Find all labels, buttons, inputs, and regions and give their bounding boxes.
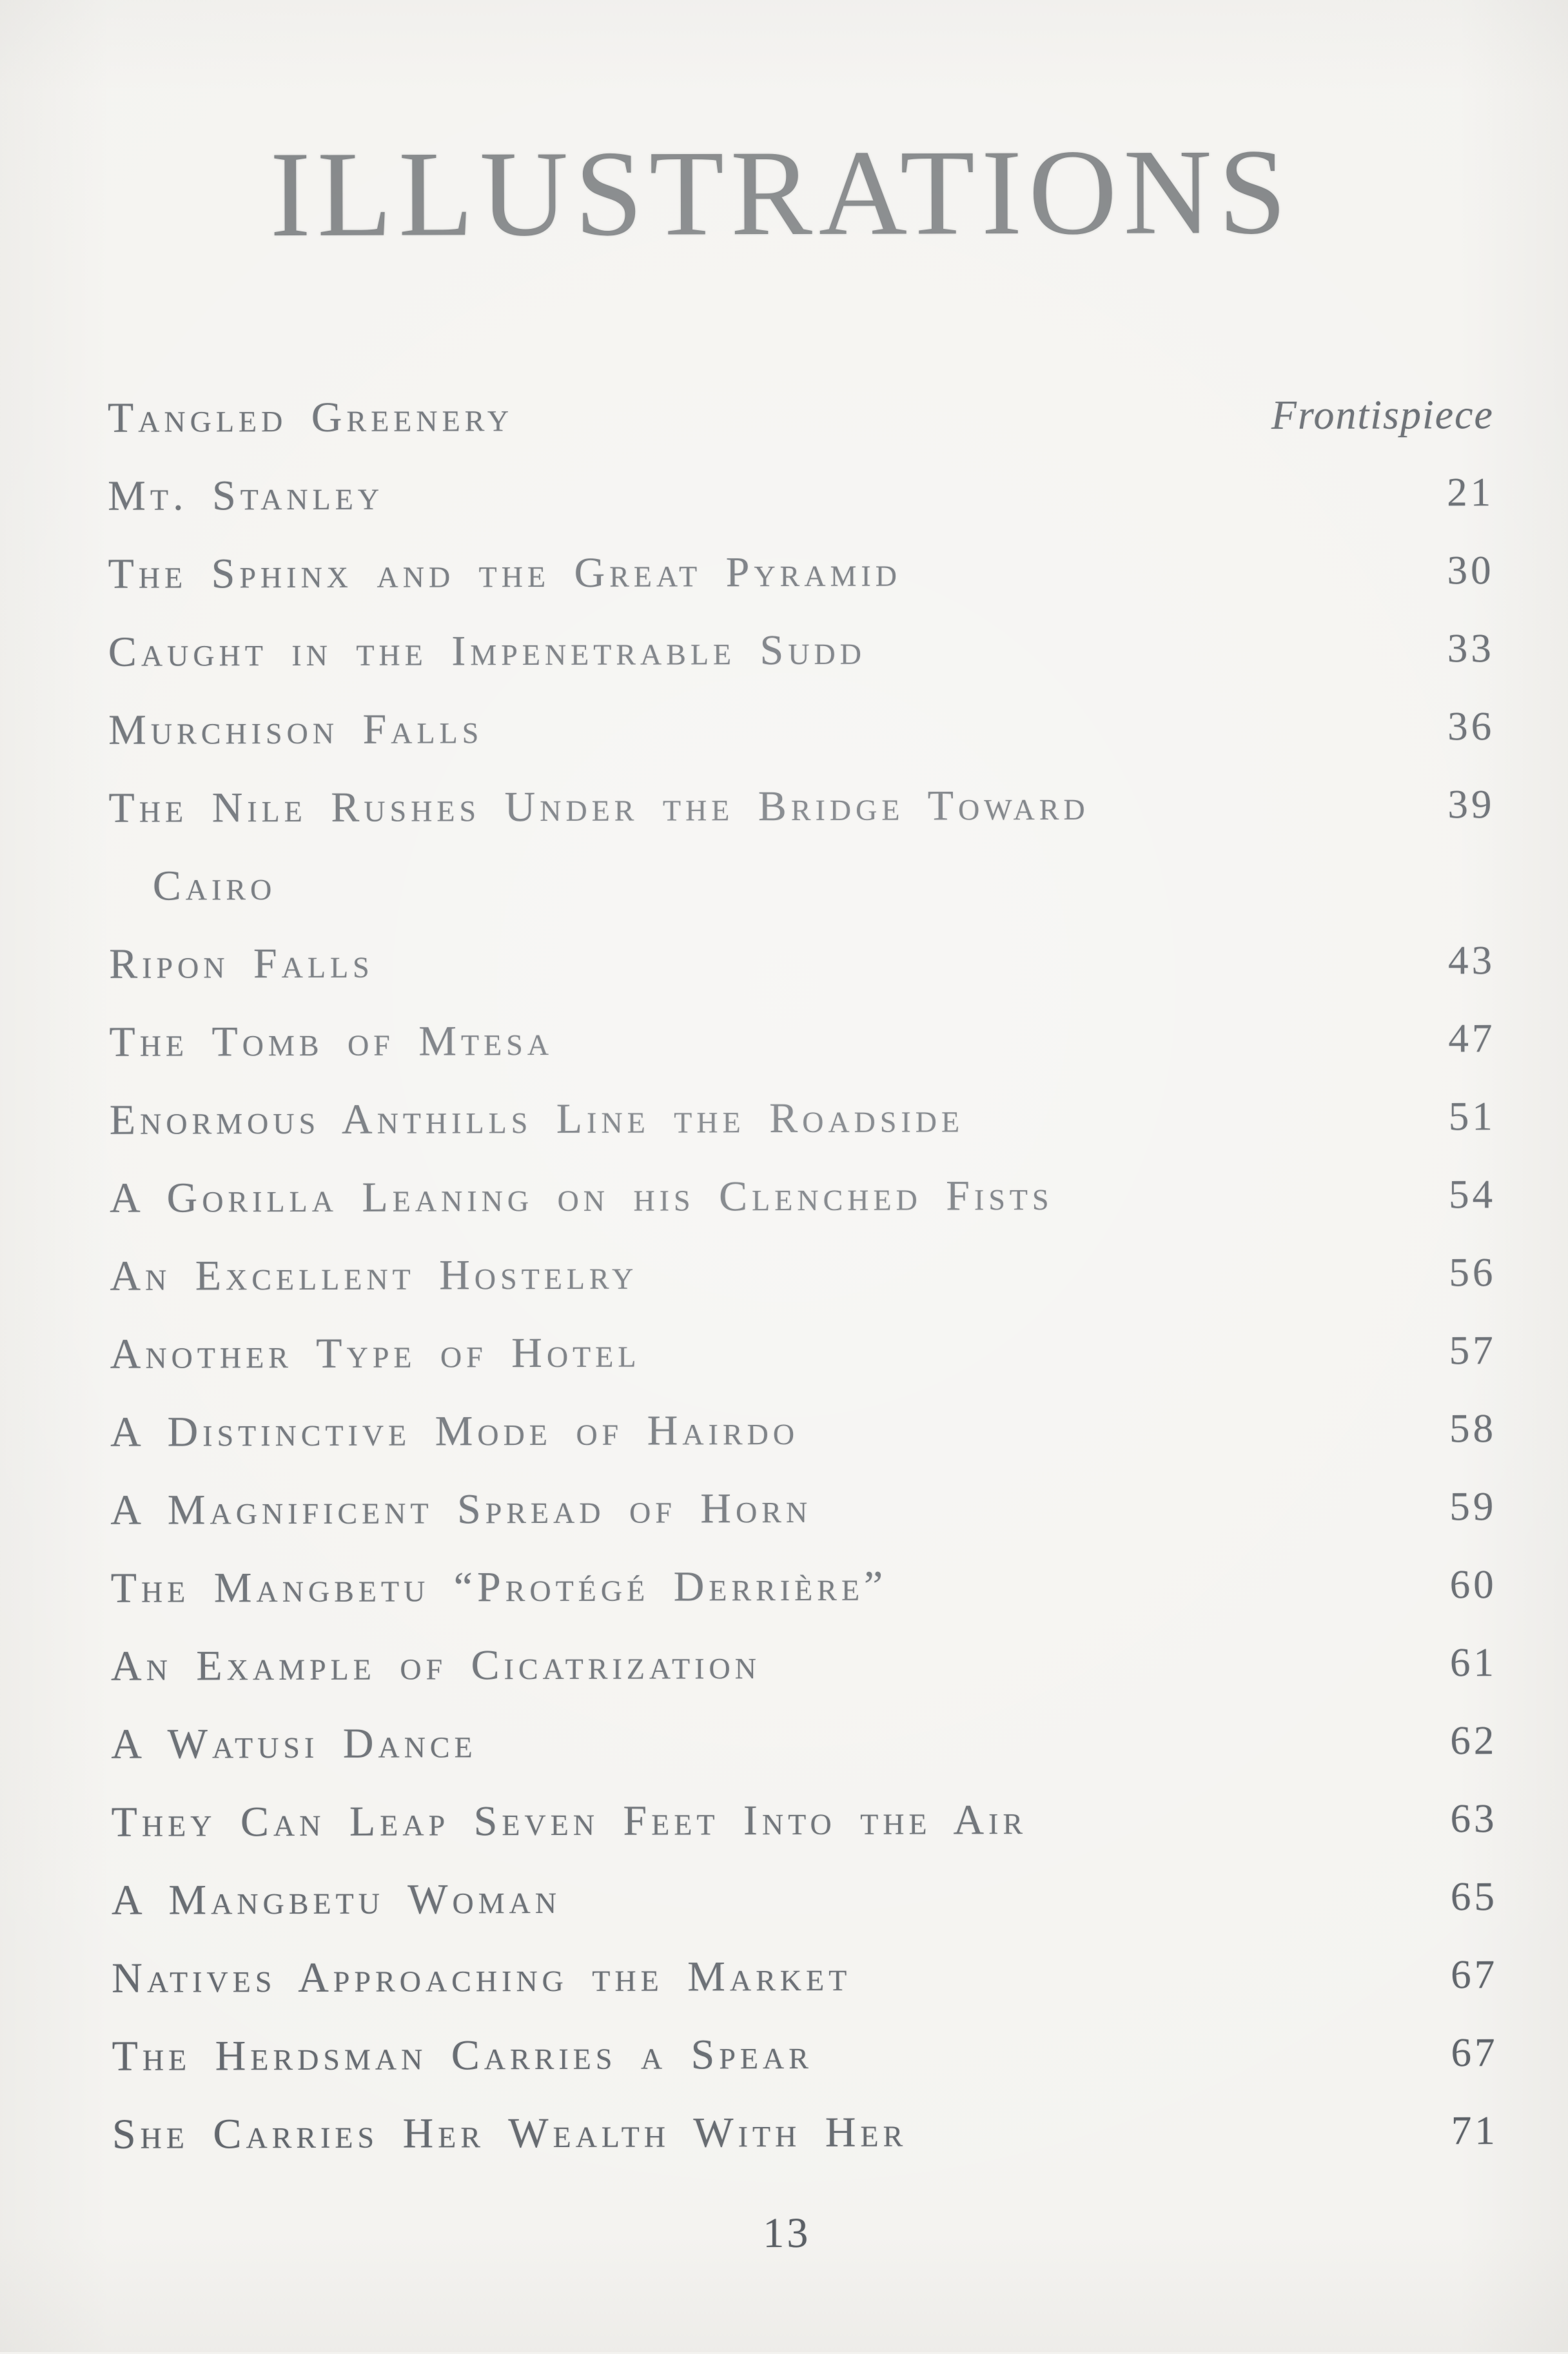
entry-title: Caught in the Impenetrable Sudd [108, 626, 867, 676]
entry-page: 33 [1447, 625, 1494, 671]
entry-title: Tangled Greenery [107, 393, 514, 442]
entry-title: A Mangbetu Woman [111, 1875, 562, 1924]
list-item [111, 1545, 1497, 1627]
list-item [110, 1311, 1496, 1393]
entry-page: Frontispiece [1271, 391, 1494, 438]
entry-title-line1: The Nile Rushes Under the Bridge Toward [108, 781, 1090, 832]
list-item [111, 1623, 1497, 1705]
entry-page: 21 [1447, 469, 1494, 515]
entry-page: 67 [1451, 2030, 1498, 2075]
entry-page: 63 [1450, 1796, 1498, 1841]
list-item [108, 531, 1494, 613]
entry-title: A Watusi Dance [111, 1719, 477, 1768]
entry-page: 47 [1448, 1015, 1496, 1061]
entry-title: They Can Leap Seven Feet Into the Air [111, 1796, 1028, 1846]
entry-page: 67 [1451, 1952, 1498, 1997]
list-item [108, 687, 1494, 769]
entry-title: Natives Approaching the Market [112, 1952, 852, 2002]
entry-title: Murchison Falls [108, 705, 484, 754]
entry-title: A Gorilla Leaning on his Clenched Fists [109, 1172, 1054, 1222]
list-item [108, 609, 1494, 691]
entry-title: An Example of Cicatrization [110, 1640, 761, 1690]
entry-page: 59 [1449, 1484, 1497, 1529]
entry-title: An Excellent Hostelry [110, 1251, 638, 1300]
list-item [112, 2092, 1498, 2173]
entry-title: The Mangbetu “Protégé Derrière” [110, 1562, 888, 1612]
entry-page: 51 [1448, 1094, 1496, 1139]
entry-page: 60 [1449, 1562, 1497, 1607]
list-item [108, 375, 1494, 457]
entry-page: 36 [1447, 703, 1495, 749]
entry-page: 54 [1448, 1172, 1496, 1217]
entry-title: A Magnificent Spread of Horn [110, 1484, 812, 1534]
entry-page: 43 [1448, 937, 1496, 983]
list-item [110, 1155, 1496, 1237]
entry-title: Mt. Stanley [108, 471, 384, 520]
page-title: ILLUSTRATIONS [270, 124, 1293, 263]
list-item [109, 921, 1495, 1003]
page-number: 13 [763, 2209, 811, 2257]
list-item [110, 1077, 1496, 1159]
entry-page: 65 [1450, 1874, 1498, 1919]
illustrations-list [108, 375, 1498, 2173]
entry-page: 61 [1449, 1640, 1498, 1685]
entry-title: Enormous Anthills Line the Roadside [109, 1094, 965, 1144]
entry-title: Another Type of Hotel [110, 1329, 641, 1378]
entry-title: A Distinctive Mode of Hairdo [110, 1406, 799, 1456]
list-item [111, 1780, 1497, 1861]
list-item [110, 1467, 1496, 1549]
list-item [112, 1936, 1498, 2017]
entry-page: 58 [1449, 1406, 1497, 1451]
entry-page: 62 [1450, 1718, 1498, 1763]
entry-title: The Tomb of Mtesa [109, 1017, 554, 1066]
entry-title: Ripon Falls [109, 939, 374, 988]
list-item [108, 453, 1494, 535]
list-item [110, 1389, 1496, 1471]
list-item [112, 2014, 1498, 2095]
list-item [112, 1858, 1498, 1939]
entry-title: The Herdsman Carries a Spear [112, 2030, 814, 2080]
entry-page: 39 [1447, 781, 1495, 827]
entry-title-line2: Cairo [152, 862, 277, 910]
entry-page: 57 [1449, 1328, 1496, 1373]
entry-title: The Sphinx and the Great Pyramid [108, 548, 902, 598]
list-item [110, 1233, 1496, 1315]
entry-page: 56 [1449, 1250, 1496, 1295]
list-item [111, 1702, 1497, 1783]
entry-title: She Carries Her Wealth With Her [112, 2108, 908, 2158]
entry-page: 71 [1451, 2108, 1498, 2153]
entry-title [108, 767, 1090, 925]
list-item [109, 999, 1495, 1081]
list-item [108, 765, 1495, 925]
entry-page: 30 [1447, 547, 1494, 593]
